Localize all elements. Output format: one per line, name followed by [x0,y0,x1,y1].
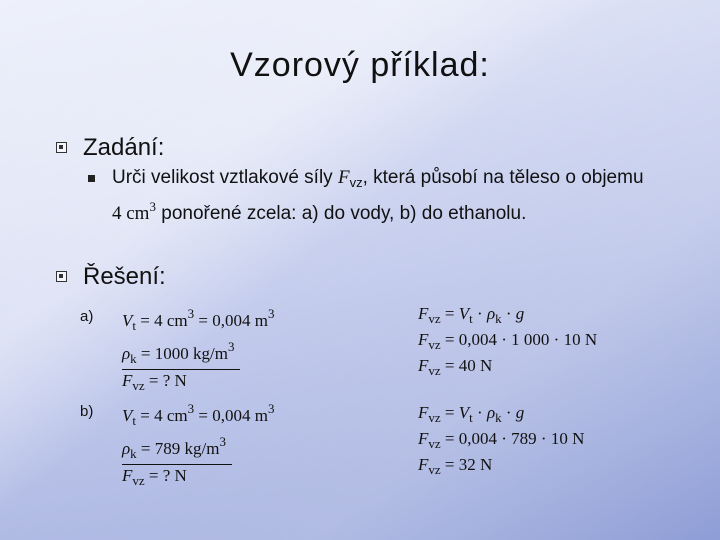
square-bullet-icon [56,271,67,282]
section-heading-reseni: Řešení: [83,263,166,290]
solution-b-result: $F_{vz} = 32$ N [418,455,493,477]
solution-b [418,402,584,480]
part-label-a: a) [80,308,94,325]
given-a-force: $F_{vz}$ = ? N [122,371,187,393]
force-symbol: F [337,167,350,188]
filled-square-icon [88,175,95,182]
assignment-text [112,166,688,226]
given-values-a [122,303,274,396]
assignment-text-part2: , která působí na těleso o objemu [362,167,644,188]
given-values-b [122,398,274,491]
solution-a [418,303,597,381]
given-b-force: $F_{vz}$ = ? N [122,466,187,488]
given-a-volume: $V_t = 4$ $cm^3 = 0,004$ $m^3$ [122,306,275,333]
given-b-volume: $V_t = 4$ $cm^3 = 0,004$ $m^3$ [122,401,275,428]
section-zadani [56,134,164,162]
assignment-text-part3: ponořené zcela: a) do vody, b) do ethanolu. [155,203,527,224]
solution-a-result: $F_{vz} = 40$ N [418,356,493,378]
section-reseni [56,263,166,291]
square-bullet-icon [56,142,67,153]
force-subscript: vz [349,175,363,190]
given-a-density: $\rho_k = 1000$ $kg/m^3$ [122,336,274,370]
solution-a-formula: $F_{vz} = V_t \cdot \rho_k \cdot g$ [418,304,525,326]
volume-value: 4 cm [112,203,150,224]
slide-title: Vzorový příklad: [230,46,490,84]
section-heading-zadani: Zadání: [83,134,165,161]
assignment-text-part1: Urči velikost vztlakové síly [112,167,338,188]
part-label-b: b) [80,403,94,420]
solution-a-substitution: $F_{vz} = 0,004 \cdot 1$ 000 · 10 N [418,330,598,352]
solution-b-formula: $F_{vz} = V_t \cdot \rho_k \cdot g$ [418,403,525,425]
solution-b-substitution: $F_{vz} = 0,004 \cdot 789 \cdot 10$ N [418,429,585,451]
volume-exponent: 3 [149,199,156,214]
assignment-bullet [88,166,688,226]
given-b-density: $\rho_k = 789$ $kg/m^3$ [122,431,274,465]
